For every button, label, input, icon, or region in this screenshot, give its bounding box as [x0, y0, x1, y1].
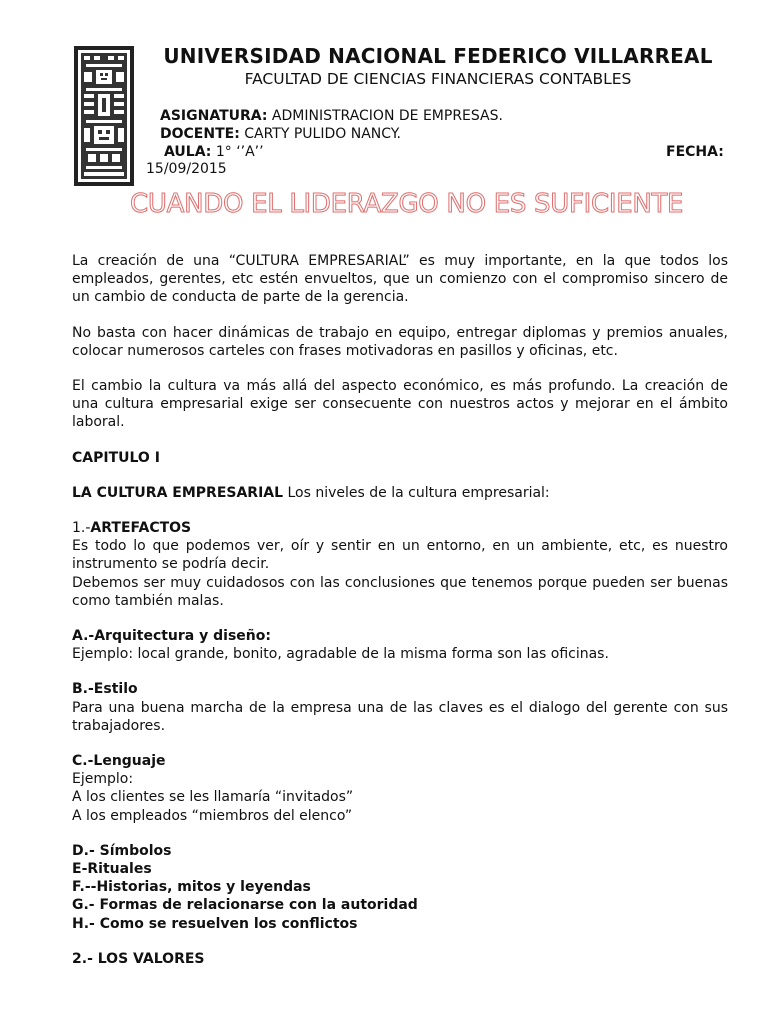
subsection-c-line-1: Ejemplo:: [72, 771, 134, 788]
section-1-text-2: Debemos ser muy cuidadosos con las conclusiones que tenemos porque pueden ser buenas como también malas.: [72, 574, 728, 609]
chapter-heading: [72, 449, 728, 467]
list-item-f-text: F.--Historias, mitos y leyendas: [72, 879, 311, 896]
culture-text: Los niveles de la cultura empresarial:: [283, 484, 550, 501]
asignatura-label: ASIGNATURA:: [160, 108, 268, 124]
fecha-value: 15/09/2015: [146, 161, 227, 177]
document-title: CUANDO EL LIDERAZGO NO ES SUFICIENTE: [130, 189, 684, 219]
faculty-name: FACULTAD DE CIENCIAS FINANCIERAS CONTABLES: [244, 70, 632, 88]
paragraph-1: La creación de una “CULTURA EMPRESARIAL” es muy importante, en la que todos los empleados, gerentes, etc estén envueltos, que un comienzo con el compromiso sincero de un cambio de conducta de parte de la gerencia.: [72, 253, 728, 306]
list-item-e-text: E-Rituales: [72, 861, 152, 878]
subsection-c-heading: [72, 752, 728, 770]
list-item-d: [72, 842, 728, 860]
fecha-label: FECHA:: [666, 144, 724, 160]
docente-line: [160, 126, 401, 142]
university-logo: [72, 44, 136, 188]
list-item-d-text: D.- Símbolos: [72, 842, 172, 859]
subsection-b-text: Para una buena marcha de la empresa una de las claves es el dialogo del gerente con sus trabajadores.: [72, 699, 728, 734]
aula-line: [164, 144, 264, 160]
document-body: [72, 252, 728, 985]
subsection-b-title: B.-Estilo: [72, 681, 138, 698]
docente-value: CARTY PULIDO NANCY.: [239, 126, 401, 142]
chapter-title: CAPITULO I: [72, 449, 160, 466]
asignatura-value: ADMINISTRACION DE EMPRESAS.: [267, 108, 503, 124]
culture-label: LA CULTURA EMPRESARIAL: [72, 484, 284, 501]
section-1-number: 1.-: [72, 520, 91, 537]
subsection-a-title: A.-Arquitectura y diseño:: [72, 628, 271, 645]
list-item-f: [72, 878, 728, 896]
subsection-c-title: C.-Lenguaje: [72, 753, 166, 770]
paragraph-3: El cambio la cultura va más allá del aspecto económico, es más profundo. La creación de una cultura empresarial exige ser consecuente con nuestros actos y mejorar en el ámbito laboral.: [72, 378, 728, 431]
paragraph-2: No basta con hacer dinámicas de trabajo en equipo, entregar diplomas y premios anuales, colocar numerosos carteles con frases motivadoras en pasillos y oficinas, etc.: [72, 324, 728, 359]
list-item-h-text: H.- Como se resuelven los conflictos: [72, 915, 358, 932]
asignatura-line: [160, 108, 503, 124]
university-name: UNIVERSIDAD NACIONAL FEDERICO VILLARREAL: [163, 44, 713, 68]
section-1-heading: [72, 519, 728, 537]
culture-line: [72, 484, 728, 502]
subsection-a-text: Ejemplo: local grande, bonito, agradable de la misma forma son las oficinas.: [72, 646, 609, 663]
section-2-title: - LOS VALORES: [87, 950, 205, 967]
list-item-e: [72, 860, 728, 878]
section-2-number: 2.: [72, 950, 88, 967]
aula-value: 1° ‘’A’’: [211, 144, 264, 160]
subsection-a-heading: [72, 627, 728, 645]
subsection-b-heading: [72, 680, 728, 698]
section-1-title: ARTEFACTOS: [90, 520, 192, 537]
section-1-text-1: Es todo lo que podemos ver, oír y sentir en un entorno, en un ambiente, etc, es nuestro instrumento se podría decir.: [72, 538, 728, 573]
section-2-heading: [72, 950, 728, 968]
list-item-g-text: G.- Formas de relacionarse con la autoridad: [72, 897, 418, 914]
aula-label: AULA:: [164, 144, 212, 160]
list-item-h: [72, 915, 728, 933]
subsection-c-line-3: A los empleados “miembros del elenco”: [72, 807, 353, 824]
subsection-c-line-2: A los clientes se les llamaría “invitados”: [72, 789, 354, 806]
list-item-g: [72, 896, 728, 914]
docente-label: DOCENTE:: [160, 126, 240, 142]
